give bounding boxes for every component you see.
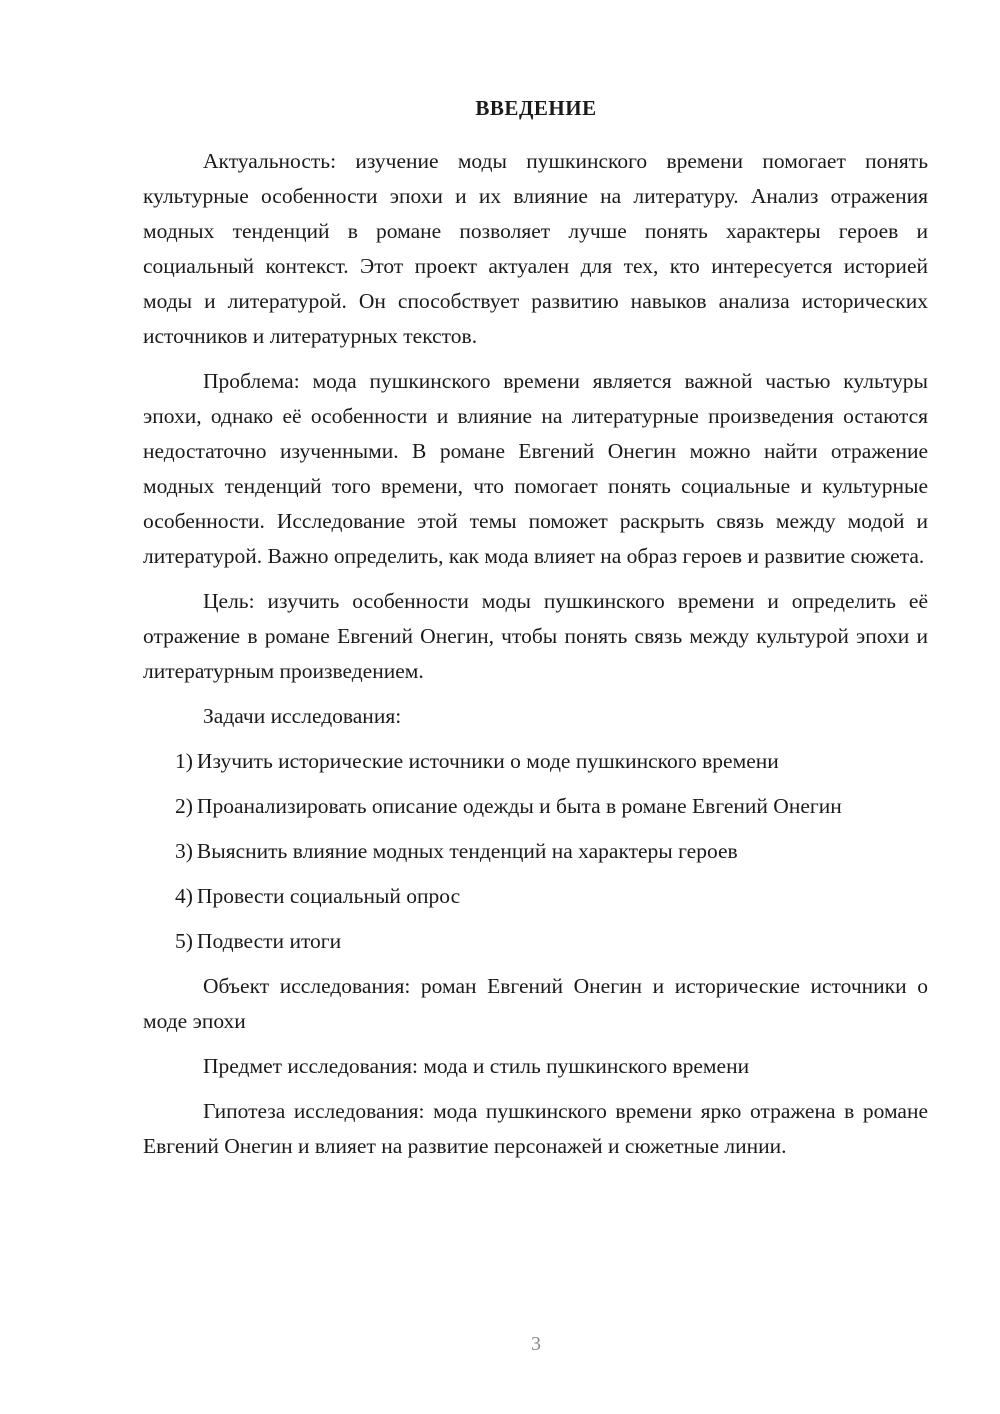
page-title: ВВЕДЕНИЕ [475, 96, 597, 120]
task-item [143, 879, 928, 914]
task-text: Провести социальный опрос [196, 884, 461, 908]
document-body [143, 144, 928, 1174]
task-item [143, 924, 928, 959]
paragraph-problem: Проблема: мода пушкинского времени является важной частью культуры эпохи, однако её особенности и влияние на литературные произведения остаются недостаточно изученными. В романе Евгений Онегин можно найти отражение модных тенденций того времени, что помогает понять социальные и культурные особенности. Исследование этой темы поможет раскрыть связь между модой и литературой. Важно определить, как мода влияет на образ героев и развитие сюжета. [143, 369, 928, 568]
paragraph-subject: Предмет исследования: мода и стиль пушкинского времени [203, 1054, 750, 1078]
paragraph-object: Объект исследования: роман Евгений Онегин и исторические источники о моде эпохи [143, 974, 928, 1033]
task-text: Выяснить влияние модных тенденций на характеры героев [196, 839, 738, 863]
task-text: Изучить исторические источники о моде пушкинского времени [196, 749, 779, 773]
task-number: 4) [175, 884, 193, 908]
task-item [143, 789, 928, 824]
paragraph-goal: Цель: изучить особенности моды пушкинского времени и определить её отражение в романе Евгений Онегин, чтобы понять связь между культурой эпохи и литературным произведением. [143, 589, 928, 683]
task-text: Проанализировать описание одежды и быта в романе Евгений Онегин [196, 794, 842, 818]
task-number: 3) [175, 839, 193, 863]
task-item [143, 834, 928, 869]
paragraph-relevance: Актуальность: изучение моды пушкинского времени помогает понять культурные особенности эпохи и их влияние на литературу. Анализ отражения модных тенденций в романе позволяет лучше понять характеры героев и социальный контекст. Этот проект актуален для тех, кто интересуется историей моды и литературой. Он способствует развитию навыков анализа исторических источников и литературных текстов. [143, 149, 928, 348]
page-number: 3 [531, 1333, 541, 1355]
task-number: 2) [175, 794, 193, 818]
task-number: 5) [175, 929, 193, 953]
tasks-heading: Задачи исследования: [203, 704, 402, 728]
task-number: 1) [175, 749, 193, 773]
paragraph-hypothesis: Гипотеза исследования: мода пушкинского времени ярко отражена в романе Евгений Онегин и влияет на развитие персонажей и сюжетные линии. [143, 1099, 928, 1158]
tasks-list [143, 744, 928, 959]
task-text: Подвести итоги [196, 929, 342, 953]
task-item [143, 744, 928, 779]
